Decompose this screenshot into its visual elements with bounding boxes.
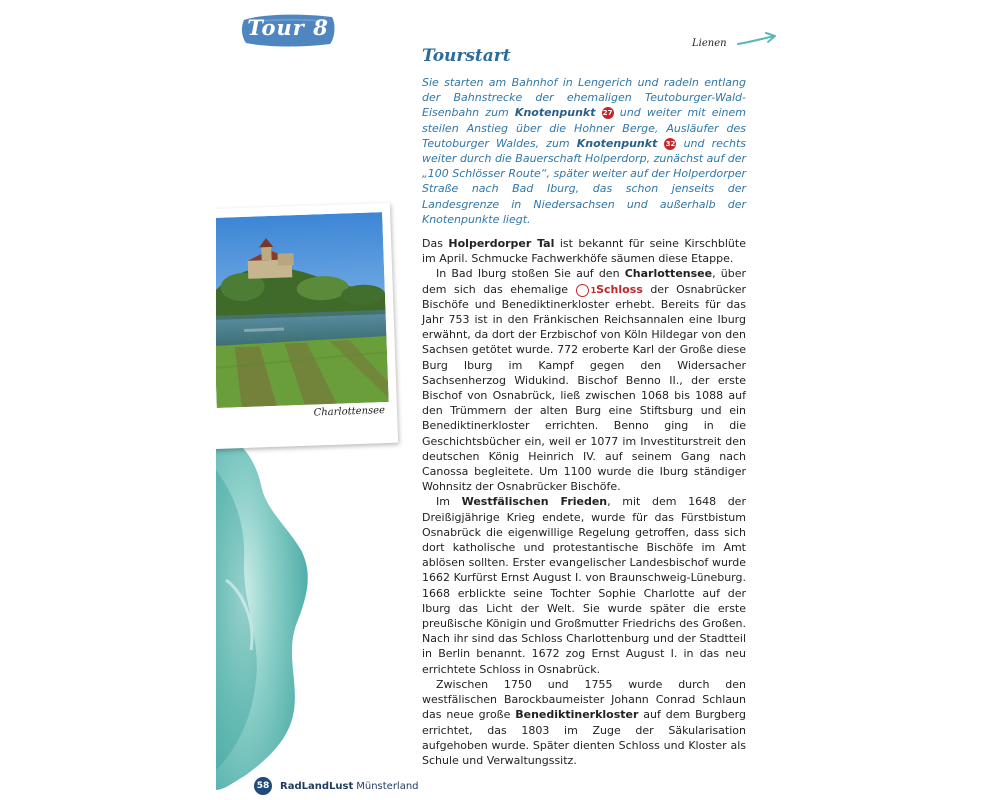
page-number: 58 [254,777,272,795]
body-text [422,236,746,768]
photo-caption: Charlottensee [313,405,386,419]
highlight-term: Benediktinerkloster [515,708,639,722]
intro-paragraph [422,75,746,227]
section-title: Tourstart [422,46,511,66]
text-run: auf dem Burgberg errichtet, das 1803 im Zuge der Säkularisation aufgehoben wurde. Später dienten Schloss und Kloster als Schule und Verwaltungssitz. [422,708,746,767]
text-run: Das [422,237,449,250]
arrow-right-icon [736,30,778,50]
paragraph [422,677,746,768]
next-place-label: Lienen [692,38,727,49]
paragraph [422,494,746,676]
intro-text: und rechts weiter durch die Bauerschaft Holperdorp, zunächst auf der „100 Schlösser Route“, später weiter auf der Holperdorper Straße nach Bad Iburg, das schon jenseits der Landesgrenze in Niedersachsen und außerhalb der Knotenpunkte liegt. [422,136,746,226]
highlight-term: Holperdorper Tal [448,237,555,250]
paragraph [422,266,746,494]
tour-label: Tour 8 [247,15,329,40]
knotenpunkt-badge: 27 [602,109,613,118]
text-run: Im [436,495,462,509]
lake-castle-photo [216,212,389,408]
tour-label-badge [240,12,336,48]
highlight-term: Westfälischen Frieden [461,495,608,509]
text-run: In Bad Iburg stoßen Sie auf den [436,267,625,281]
intro-text: und weiter mit einem steilen Anstieg über die Hohner Berge, Ausläufer des Teutoburger Waldes, zum [422,106,746,150]
knotenpunkt-label: Knotenpunkt [514,106,596,120]
text-run: der Osnabrücker Bischöfe und Benediktinerkloster erhebt. Bereits für das Jahr 753 ist in den Fränkischen Reichsannalen eine Iburg erwähnt, da dort der Erzbischof von Köln Hildegar von den Sachsen getötet wurde. 772 eroberte Karl der Große diese Burg Iburg im Kampf gegen den Widersacher Sachsenherzog Widukind. Bischof Benno II., der erste Bischof von Osnabrück, ließ zwischen 1068 bis 1088 auf den Trümmern der alten Burg eine Stiftsburg und ein Benediktinerkloster errichten. Benno ging in die Geschichtsbücher ein, weil er 1077 im Investiturstreit den deutschen König Heinrich IV. auf seinem Gang nach Canossa begleitete. Um 1100 wurde die Iburg ständiger Wohnsitz der Osnabrücker Bischöfe. [422,282,746,494]
text-run: , über dem sich das ehemalige [422,267,746,296]
highlight-term: Charlottensee [624,267,713,281]
paragraph [422,236,746,266]
page-footer [254,777,419,795]
book-page [216,0,800,800]
poi-name: Schloss [596,282,643,296]
watercolor-decoration [216,430,316,790]
knotenpunkt-badge: 32 [665,139,676,148]
photo-frame [216,203,398,449]
knotenpunkt-label: Knotenpunkt [576,136,658,150]
poi-number-badge: 1 [576,284,589,297]
text-run: ist bekannt für seine Kirschblüte im April. Schmucke Fachwerkhöfe säumen diese Etappe. [422,237,746,266]
intro-text: Sie starten am Bahnhof in Lengerich und radeln entlang der Bahnstrecke der ehemaligen Teutoburger-Wald-Eisenbahn zum [422,76,746,120]
footer-region: Münsterland [356,780,419,792]
text-run: , mit dem 1648 der Dreißigjährige Krieg endete, wurde für das Fürstbistum Osnabrück die eigenwillige Regelung getroffen, dass sich dort katholische und protestantische Bischöfe im Amt ablösen sollten. Erster evangelischer Landesbischof wurde 1662 Kurfürst Ernst August I. von Braunschweig-Lüneburg. 1668 erblickte seine Tochter Sophie Charlotte auf der Iburg das Licht der Welt. Sie wurde später die erste preußische Königin und Großmutter Friedrichs des Großen. Nach ihr sind das Schloss Charlottenburg und der Stadtteil in Berlin benannt. 1672 zog Ernst August I. in das neu errichtete Schloss in Osnabrück. [422,495,746,676]
text-run: Zwischen 1750 und 1755 wurde durch den westfälischen Barockbaumeister Johann Conrad Schlaun das neue große [422,677,746,722]
footer-brand: RadLandLust [280,780,354,792]
